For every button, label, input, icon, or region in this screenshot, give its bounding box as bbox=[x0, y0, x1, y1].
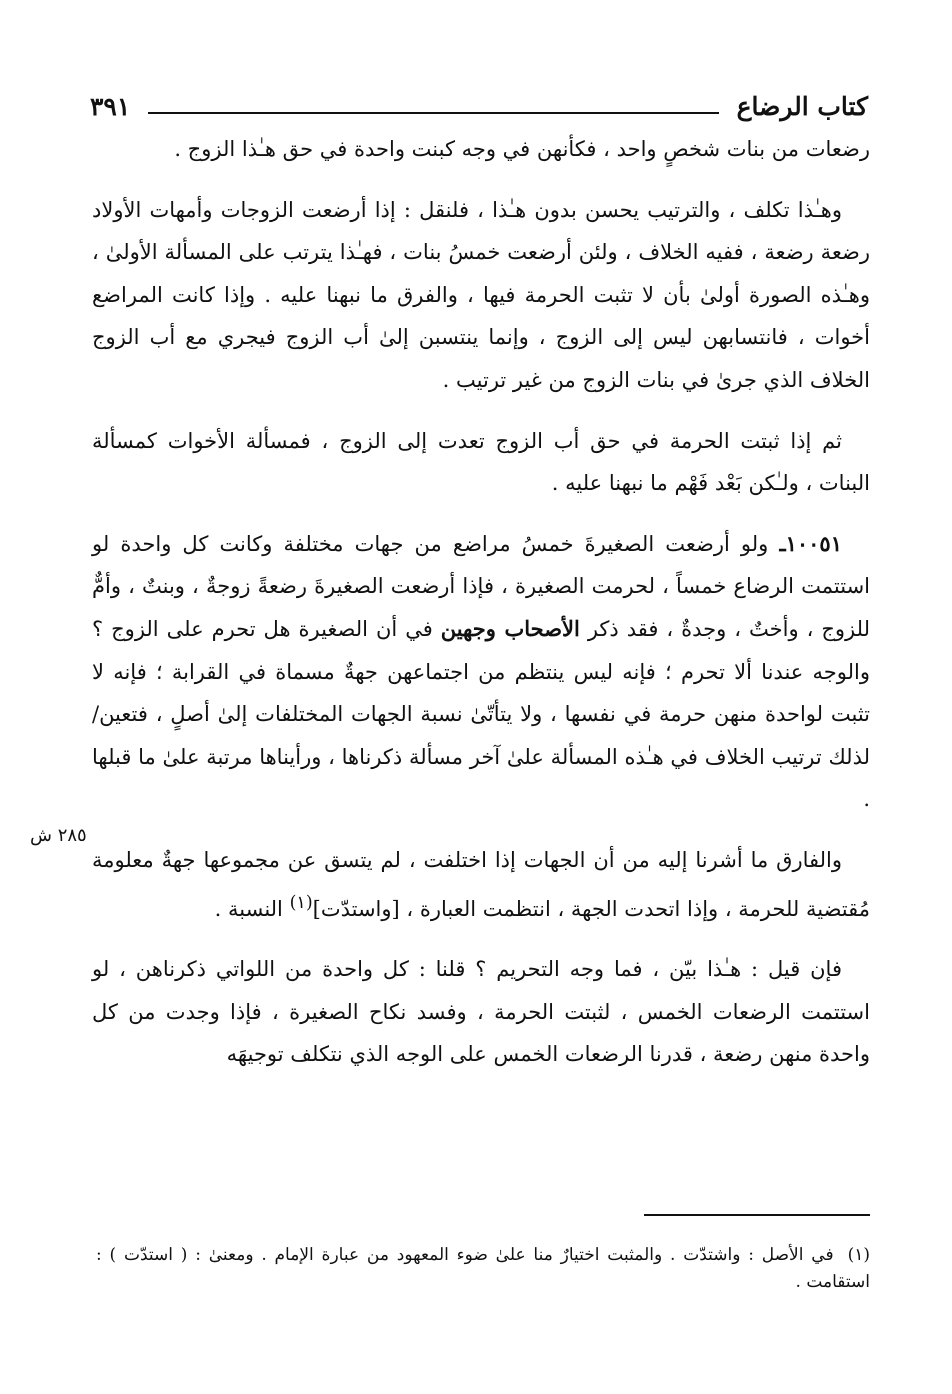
issue-number: ١٠٠٥١ـ bbox=[779, 530, 842, 556]
difference-text: والفارق ما أشرنا إليه من أن الجهات إذا اختلفت ، لم يتسق عن مجموعها جهةٌ معلومة مُقتضية للحرمة ، وإذا اتحدت الجهة ، انتظمت العبارة ، [واستدّت] bbox=[92, 847, 870, 921]
issue-bold-text: الأصحاب وجهين bbox=[440, 615, 580, 641]
footnote-separator bbox=[644, 1214, 870, 1216]
issue-text-end: في أن الصغيرة هل تحرم على الزوج ؟ والوجه عندنا ألا تحرم ؛ فإنه ليس ينتظم من اجتماعهن جهةٌ مسماة في القرابة ؛ فإنه لا تثبت لواحدة منهن حرمة في نفسها ، ولا يتأتّىٰ نسبة الجهات المختلفات إلىٰ أصلٍ ، فتعين/ لذلك ترتيب الخلاف في هـٰذه المسألة علىٰ آخر مسألة ذكرناها ، ورأيناها مرتبة علىٰ ما قبلها . bbox=[92, 616, 870, 812]
main-text bbox=[92, 128, 870, 1094]
paragraph: وهـٰذا تكلف ، والترتيب يحسن بدون هـٰذا ، فلنقل : إذا أرضعت الزوجات وأمهات الأولاد رضعة رضعة ، ففيه الخلاف ، ولئن أرضعت خمسُ بنات ، فهـٰذا يترتب على المسألة الأولىٰ ، وهـٰذه الصورة أولىٰ بأن لا تثبت الحرمة فيها ، والفرق ما نبهنا عليه . وإذا كانت المراضع أخوات ، فانتسابهن ليس إلى الزوج ، وإنما ينتسبن إلىٰ أب الزوج فيجري مع أب الزوج الخلاف الذي جرىٰ في بنات الزوج من غير ترتيب . bbox=[92, 197, 870, 392]
header-rule bbox=[148, 112, 718, 114]
running-header bbox=[90, 78, 868, 122]
difference-text-end: النسبة . bbox=[214, 896, 283, 921]
footnote-text: في الأصل : واشتدّت . والمثبت اختيارٌ منا علىٰ ضوء المعهود من عبارة الإمام . ومعنىٰ : ( استدّت ) : استقامت . bbox=[96, 1245, 870, 1292]
paragraph-difference bbox=[92, 839, 870, 930]
manuscript-folio-marker: ٢٨٥ ش bbox=[30, 825, 87, 846]
paragraph: ثم إذا ثبتت الحرمة في حق أب الزوج تعدت إلى الزوج ، فمسألة الأخوات كمسألة البنات ، ولـٰكن بَعْد فَهْم ما نبهنا عليه . bbox=[92, 428, 870, 496]
paragraph: فإن قيل : هـٰذا بيّن ، فما وجه التحريم ؟ قلنا : كل واحدة من اللواتي ذكرناهن ، لو استتمت الرضعات الخمس ، لثبتت الحرمة ، وفسد نكاح الصغيرة ، فإذا وجدت من كل واحدة منهن رضعة ، قدرنا الرضعات الخمس على الوجه الذي نتكلف توجيهَه bbox=[92, 957, 870, 1067]
footnote-number: (١) bbox=[847, 1245, 870, 1265]
chapter-title: كتاب الرضاع bbox=[736, 92, 868, 121]
footnote bbox=[96, 1242, 870, 1296]
footnote-reference: (١) bbox=[289, 892, 313, 913]
issue-text-start: ولو أرضعت الصغيرةَ خمسُ مراضع من جهات مختلفة وكانت كل واحدة لو استتمت الرضاع خمساً ، لحرمت الصغيرة ، فإذا أرضعت الصغيرةَ رضعةً زوجةٌ ، وبنتٌ ، وأمٌّ للزوج ، وأختٌ ، وجدةٌ ، فقد ذكر bbox=[92, 531, 870, 641]
page-number: ٣٩١ bbox=[90, 92, 131, 121]
issue-paragraph bbox=[92, 523, 870, 821]
paragraph-continuation: رضعات من بنات شخصٍ واحد ، فكأنهن في وجه كبنت واحدة في حق هـٰذا الزوج . bbox=[174, 137, 870, 161]
